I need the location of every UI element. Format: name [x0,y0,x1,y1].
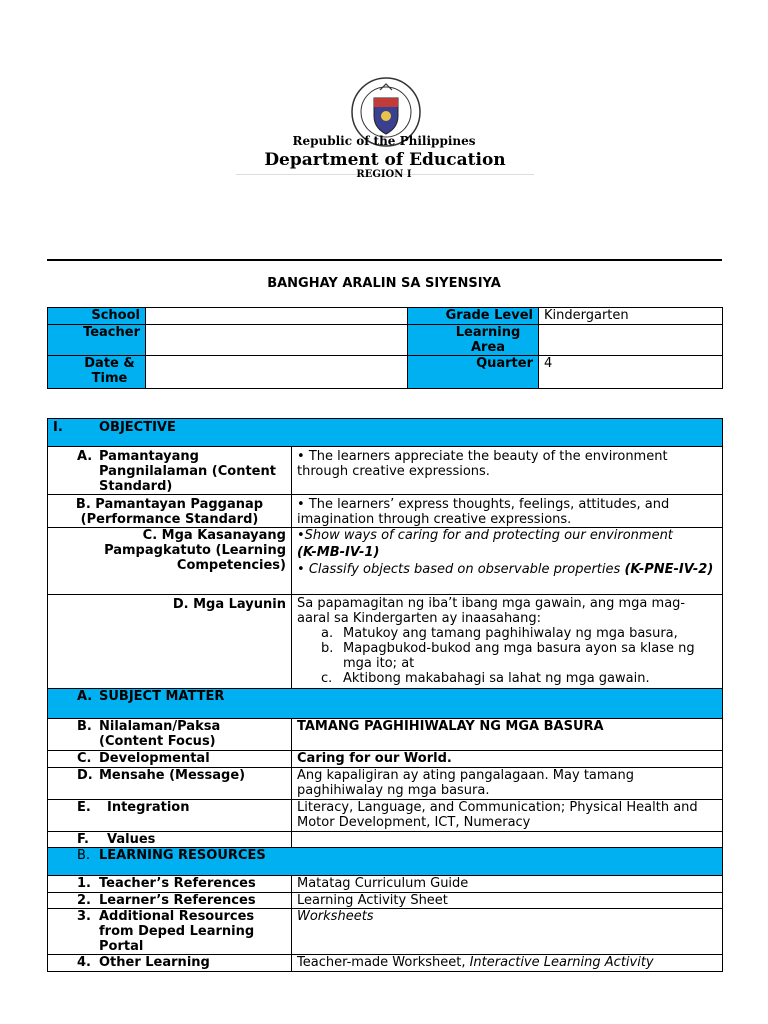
goals-value-cell [292,595,723,689]
goal-text: Aktibong makabahagi sa lahat ng mga gawain. [343,671,650,686]
goals-intro: Sa papamagitan ng iba’t ibang mga gawain, ang mga mag-aaral sa Kindergarten ay inaasahang: [297,596,686,626]
grade-level-value[interactable]: Kindergarten [539,308,723,325]
goal-num: c. [321,671,333,686]
integration-value: Literacy, Language, and Communication; Physical Health and Motor Development, ICT, Numeracy [292,800,723,832]
learner-references-num: 2. [77,893,91,908]
school-value[interactable] [146,308,408,325]
school-label: School [48,308,146,325]
quarter-label: Quarter [408,356,539,389]
learning-area-label [408,325,539,356]
goal-num: a. [321,626,334,641]
objective-header [48,419,723,447]
document-title: BANGHAY ARALIN SA SIYENSIYA [267,276,501,291]
content-standard-label-cell [48,447,292,495]
goal-num: b. [321,641,334,656]
region-text: REGION I [356,169,412,180]
learner-references-value: Learning Activity Sheet [292,893,723,909]
learning-resources-label: LEARNING RESOURCES [99,848,266,863]
values-label: Values [107,832,156,847]
learning-area-text: Learning Area [455,325,521,355]
developmental-value: Caring for our World. [292,751,723,768]
integration-num: E. [77,800,91,815]
content-standard-value-cell: • The learners appreciate the beauty of the environment through creative expressions. [292,447,723,495]
teacher-label: Teacher [48,325,146,356]
other-learning-label: Other Learning [99,955,210,970]
competency-1: Show ways of caring for and protecting our environment [304,528,673,543]
goal-item [321,671,717,686]
other-learning-value-cell [292,955,723,972]
other-learning-value-italic: Interactive Learning Activity [469,955,654,970]
teacher-references-value: Matatag Curriculum Guide [292,876,723,893]
republic-text: Republic of the Philippines [292,134,476,148]
date-time-label [48,356,146,389]
performance-standard-value-cell: • The learners’ express thoughts, feelings, attitudes, and imagination through creative expressions. [292,495,723,528]
goals-label: D. Mga Layunin [48,595,292,689]
objective-label: OBJECTIVE [99,420,176,435]
performance-standard-value: The learners’ express thoughts, feelings, attitudes, and imagination through creative expressions. [297,497,670,527]
values-label-cell [48,832,292,848]
competency-2-code: (K-PNE-IV-2) [624,562,714,577]
learning-resources-num: B. [77,848,91,863]
date-time-text: Date & Time [84,356,135,386]
goal-text: Mapagbukod-bukod ang mga basura ayon sa klase ng mga ito; at [343,641,695,671]
goals-list [297,626,717,686]
competency-1-code: (K-MB-IV-1) [297,545,380,560]
learning-area-value[interactable] [539,325,723,356]
info-table [47,307,723,389]
message-value: Ang kapaligiran ay ating pangalagaan. May tamang paghihiwalay ng mga basura. [292,768,723,800]
integration-label-cell [48,800,292,832]
goal-item [321,641,717,671]
letterhead [0,0,768,200]
quarter-value[interactable]: 4 [539,356,723,389]
teacher-references-num: 1. [77,876,91,891]
message-num: D. [77,768,93,783]
grade-level-label: Grade Level [408,308,539,325]
other-learning-value: Teacher-made Worksheet, [297,955,470,970]
lesson-plan-table [47,418,723,972]
other-learning-label-cell [48,955,292,972]
goal-text: Matukoy ang tamang paghihiwalay ng mga basura, [343,626,678,641]
message-label-cell [48,768,292,800]
header-divider [47,259,722,261]
integration-label: Integration [107,800,190,815]
competencies-label: C. Mga Kasanayang Pampagkatuto (Learning Competencies) [48,528,292,595]
additional-resources-label: Additional Resources from Deped Learning Portal [99,909,255,954]
content-focus-label: Nilalaman/Paksa (Content Focus) [99,719,221,749]
teacher-references-label-cell [48,876,292,893]
additional-resources-value: Worksheets [292,909,723,955]
teacher-value[interactable] [146,325,408,356]
content-focus-value: TAMANG PAGHIHIWALAY NG MGA BASURA [292,719,723,751]
learner-references-label-cell [48,893,292,909]
additional-resources-label-cell [48,909,292,955]
content-focus-label-cell [48,719,292,751]
competencies-value-cell: •Show ways of caring for and protecting our environment (K-MB-IV-1) • Classify objects based on observable properties (K-PNE-IV-2) [292,528,723,595]
message-label: Mensahe (Message) [99,768,246,783]
values-value[interactable] [292,832,723,848]
department-name: Department of Education [236,148,534,175]
learning-resources-header [48,848,723,876]
subject-matter-num: A. [77,689,93,704]
goal-item [321,626,717,641]
content-standard-value: The learners appreciate the beauty of the environment through creative expressions. [297,449,668,479]
date-time-value[interactable] [146,356,408,389]
performance-standard-label: B. Pamantayan Pagganap (Performance Standard) [48,495,292,528]
additional-resources-num: 3. [77,909,91,924]
developmental-label: Developmental [99,751,210,766]
content-standard-num: A. [77,449,93,464]
developmental-label-cell [48,751,292,768]
competency-2: Classify objects based on observable properties [308,562,621,577]
subject-matter-header [48,689,723,719]
content-focus-num: B. [77,719,92,734]
objective-row [48,419,723,447]
values-num: F. [77,832,89,847]
developmental-num: C. [77,751,92,766]
objective-num: I. [53,420,63,435]
teacher-references-label: Teacher’s References [99,876,256,891]
content-standard-label: Pamantayang Pangnilalaman (Content Standard) [99,449,276,494]
subject-matter-label: SUBJECT MATTER [99,689,225,704]
other-learning-num: 4. [77,955,91,970]
learner-references-label: Learner’s References [99,893,256,908]
